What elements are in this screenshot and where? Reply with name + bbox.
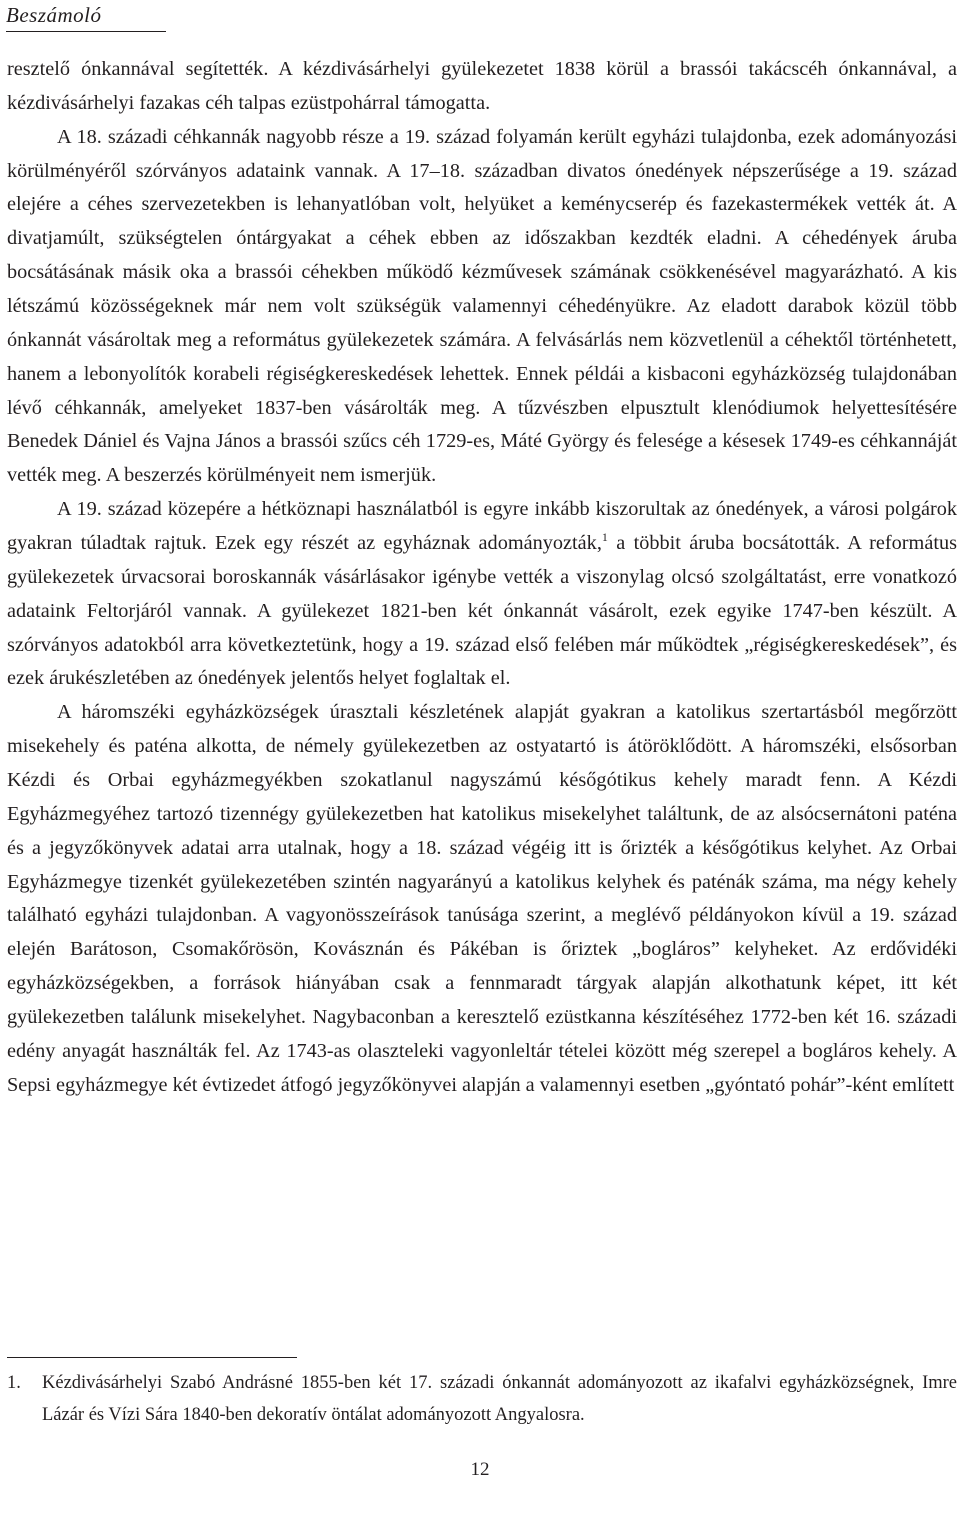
paragraph-2: A 18. századi céhkannák nagyobb része a 19. század folyamán került egyházi tulajdonba, ezek adományozási körülményéről szórványos adataink vannak. A 17–18. században divatos ónedények népszerűsége a 19. század elejére a céhes szervezetekben is lehanyatlóban volt, helyüket a keménycserép és fazekastermékek vették át. A divatjamúlt, szükségtelen óntárgyakat a céhek ebben az időszakban kezdték eladni. A céhedények áruba bocsátásának másik oka a brassói céhekben működő kézművesek számának csökkenésével magyarázható. A kis létszámú közösségeknek már nem volt szükségük valamennyi céhedényükre. Az eladott darabok közül több ónkannát vásároltak meg a református gyülekezetek számára. A felvásárlás nem közvetlenül a céhektől történhetett, hanem a lebonyolítók korabeli régiségkereskedések lehettek. Ennek példái a kisbaconi egyházközség tulajdonában lévő céhkannák, amelyeket 1837-ben vásárolták meg. A tűzvészben elpusztult klenódiumok helyettesítésére Benedek Dániel és Vajna János a brassói szűcs céh 1729-es, Máté György és felesége a késesek 1749-es céhkannáját vették meg. A beszerzés körülményeit nem ismerjük. [7, 125, 957, 487]
paragraph-1: resztelő ónkannával segítették. A kézdivásárhelyi gyülekezetet 1838 körül a brassói takácscéh ónkannával, a kézdivásárhelyi fazakas céh talpas ezüstpohárral támogatta. [7, 58, 957, 114]
footnote [7, 1368, 957, 1431]
footnote-reference[interactable]: 1 [601, 530, 608, 545]
main-text [7, 53, 957, 1103]
paragraph-3 [7, 493, 957, 696]
header-rule [6, 31, 166, 32]
footnote-text: Kézdivásárhelyi Szabó Andrásné 1855-ben két 17. századi ónkannát adományozott az ikafalvi egyházközségnek, Imre Lázár és Vízi Sára 1840-ben dekoratív öntálat adományozott Angyalosra. [42, 1373, 957, 1425]
footnote-divider [7, 1357, 297, 1358]
footnote-number: 1. [7, 1373, 21, 1393]
paragraph-3-after-ref: a többit áruba bocsátották. A református gyülekezetek úrvacsorai boroskannák vásárlásakor igénybe vették a viszonylag olcsó szolgáltatást, erre vonatkozó adataink Feltorjáról vannak. A gyülekezet 1821-ben két ónkannát vásárolt, ezek egyike 1747-ben készült. A szórványos adatokból arra következtetünk, hogy a 19. század első felében már működtek „régiségkereskedések”, és ezek árukészletében az ónedények jelentős helyet foglaltak el. [7, 532, 957, 690]
paragraph-3-before-ref: A 19. század közepére a hétköznapi használatból is egyre inkább kiszorultak az ónedények, a városi polgárok gyakran túladtak rajtuk. Ezek egy részét az egyháznak adományozták, [7, 498, 957, 555]
paragraph-4: A háromszéki egyházközségek úrasztali készletének alapját gyakran a katolikus szertartásból megőrzött misekehely és paténa alkotta, de némely gyülekezetben az ostyatartó is átöröklődött. A háromszéki, elsősorban Kézdi és Orbai egyházmegyékben szokatlanul nagyszámú későgótikus kehely maradt fenn. A Kézdi Egyházmegyéhez tartozó tizennégy gyülekezetben hat katolikus misekelyhet találtunk, de az alsócsernátoni paténa és a jegyzőkönyvek adatai arra utalnak, hogy a 18. század végéig itt is őrizték a későgótikus kelyhet. Az Orbai Egyházmegye tizenkét gyülekezetében szintén nagyarányú a katolikus kelyhek és paténák száma, ma négy kehely található egyházi tulajdonban. A vagyonösszeírások tanúsága szerint, a meglévő példányokon kívül a 19. század elején Barátoson, Csomakőrösön, Kovásznán és Pákéban is őriztek „bogláros” kelyheket. Az erdővidéki egyházközségekben, a források hiányában csak a fennmaradt tárgyak alapján alkothatunk képet, itt két gyülekezetben találunk misekelyhet. Nagybaconban a keresztelő ezüstkanna készítéséhez 1772-ben két 16. századi edény anyagát használták fel. Az 1743-as olaszteleki vagyonleltár tételei között még szerepel a bogláros kehely. A Sepsi egyházmegye két évtizedet átfogó jegyzőkönyvei alapján a valamennyi esetben „gyóntató pohár”-ként említett [7, 701, 957, 1096]
section-title: Beszámoló [6, 3, 102, 27]
page-number: 12 [470, 1459, 490, 1480]
running-header [6, 0, 166, 32]
